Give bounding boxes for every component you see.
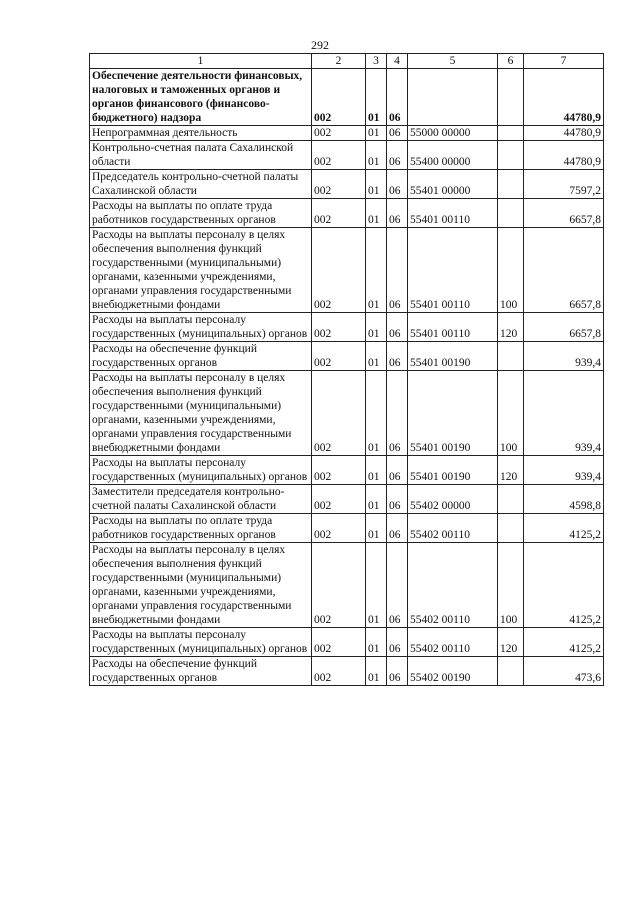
row-admin-code: 002 — [312, 170, 366, 199]
row-subsection-code: 06 — [387, 485, 408, 514]
row-section-code: 01 — [366, 485, 387, 514]
row-target-article: 55401 00110 — [408, 313, 498, 342]
row-admin-code: 002 — [312, 228, 366, 313]
row-expense-type: 120 — [498, 313, 524, 342]
row-subsection-code: 06 — [387, 170, 408, 199]
row-target-article: 55401 00190 — [408, 342, 498, 371]
row-section-code: 01 — [366, 69, 387, 126]
table-row — [90, 141, 604, 170]
table-row — [90, 628, 604, 657]
row-target-article: 55401 00110 — [408, 199, 498, 228]
table-row — [90, 228, 604, 313]
row-section-code: 01 — [366, 126, 387, 141]
row-amount: 6657,8 — [524, 199, 604, 228]
row-name-cell: Председатель контрольно-счетной палаты Сахалинской области — [90, 170, 312, 199]
row-admin-code: 002 — [312, 342, 366, 371]
row-target-article: 55402 00190 — [408, 657, 498, 686]
row-subsection-code: 06 — [387, 228, 408, 313]
row-admin-code: 002 — [312, 657, 366, 686]
row-amount: 6657,8 — [524, 228, 604, 313]
row-subsection-code: 06 — [387, 313, 408, 342]
row-name-cell: Расходы на выплаты по оплате труда работников государственных органов — [90, 514, 312, 543]
budget-table — [89, 53, 604, 686]
row-expense-type — [498, 514, 524, 543]
row-target-article: 55402 00110 — [408, 628, 498, 657]
row-amount: 4598,8 — [524, 485, 604, 514]
row-subsection-code: 06 — [387, 456, 408, 485]
row-subsection-code: 06 — [387, 543, 408, 628]
row-subsection-code: 06 — [387, 141, 408, 170]
row-admin-code: 002 — [312, 141, 366, 170]
row-admin-code: 002 — [312, 199, 366, 228]
row-expense-type — [498, 69, 524, 126]
row-admin-code: 002 — [312, 69, 366, 126]
table-row — [90, 126, 604, 141]
row-subsection-code: 06 — [387, 371, 408, 456]
row-admin-code: 002 — [312, 543, 366, 628]
row-admin-code: 002 — [312, 371, 366, 456]
row-target-article: 55402 00110 — [408, 543, 498, 628]
table-row — [90, 342, 604, 371]
row-admin-code: 002 — [312, 485, 366, 514]
row-target-article — [408, 69, 498, 126]
row-subsection-code: 06 — [387, 514, 408, 543]
col-header-7: 7 — [524, 54, 604, 69]
row-expense-type — [498, 199, 524, 228]
row-section-code: 01 — [366, 628, 387, 657]
row-subsection-code: 06 — [387, 199, 408, 228]
row-name-cell: Расходы на выплаты персоналу государственных (муниципальных) органов — [90, 456, 312, 485]
table-row — [90, 371, 604, 456]
row-amount: 44780,9 — [524, 69, 604, 126]
row-name-cell: Заместители председателя контрольно-счетной палаты Сахалинской области — [90, 485, 312, 514]
col-header-5: 5 — [408, 54, 498, 69]
col-header-1: 1 — [90, 54, 312, 69]
row-admin-code: 002 — [312, 313, 366, 342]
table-row — [90, 514, 604, 543]
row-admin-code: 002 — [312, 456, 366, 485]
row-section-code: 01 — [366, 141, 387, 170]
row-section-code: 01 — [366, 342, 387, 371]
row-admin-code: 002 — [312, 126, 366, 141]
row-amount: 6657,8 — [524, 313, 604, 342]
row-target-article: 55402 00110 — [408, 514, 498, 543]
row-section-code: 01 — [366, 313, 387, 342]
row-name-cell: Непрограммная деятельность — [90, 126, 312, 141]
row-expense-type — [498, 485, 524, 514]
row-target-article: 55400 00000 — [408, 141, 498, 170]
row-name-cell: Обеспечение деятельности финансовых, налоговых и таможенных органов и органов финансового (финансово-бюджетного) надзора — [90, 69, 312, 126]
row-target-article: 55401 00000 — [408, 170, 498, 199]
row-expense-type: 100 — [498, 371, 524, 456]
col-header-2: 2 — [312, 54, 366, 69]
row-subsection-code: 06 — [387, 342, 408, 371]
row-expense-type: 100 — [498, 228, 524, 313]
row-amount: 7597,2 — [524, 170, 604, 199]
table-row — [90, 69, 604, 126]
row-target-article: 55401 00190 — [408, 371, 498, 456]
row-amount: 4125,2 — [524, 514, 604, 543]
table-row — [90, 543, 604, 628]
row-name-cell: Расходы на выплаты по оплате труда работников государственных органов — [90, 199, 312, 228]
row-subsection-code: 06 — [387, 126, 408, 141]
header-row — [90, 54, 604, 69]
row-expense-type — [498, 657, 524, 686]
row-expense-type — [498, 141, 524, 170]
row-amount: 939,4 — [524, 456, 604, 485]
row-name-cell: Расходы на выплаты персоналу в целях обеспечения выполнения функций государственными (муниципальными) органами, казенными учреждениями, органами управления государственными внебюджетными фондами — [90, 228, 312, 313]
row-section-code: 01 — [366, 199, 387, 228]
row-section-code: 01 — [366, 514, 387, 543]
row-expense-type: 120 — [498, 628, 524, 657]
table-row — [90, 313, 604, 342]
row-target-article: 55402 00000 — [408, 485, 498, 514]
row-subsection-code: 06 — [387, 657, 408, 686]
row-section-code: 01 — [366, 228, 387, 313]
col-header-4: 4 — [387, 54, 408, 69]
row-section-code: 01 — [366, 543, 387, 628]
page-number: 292 — [311, 38, 329, 52]
row-target-article: 55000 00000 — [408, 126, 498, 141]
row-target-article: 55401 00190 — [408, 456, 498, 485]
row-amount: 939,4 — [524, 342, 604, 371]
row-amount: 939,4 — [524, 371, 604, 456]
row-name-cell: Расходы на обеспечение функций государственных органов — [90, 657, 312, 686]
row-section-code: 01 — [366, 170, 387, 199]
row-amount: 44780,9 — [524, 141, 604, 170]
row-name-cell: Расходы на обеспечение функций государственных органов — [90, 342, 312, 371]
table-row — [90, 170, 604, 199]
row-subsection-code: 06 — [387, 69, 408, 126]
row-name-cell: Расходы на выплаты персоналу в целях обеспечения выполнения функций государственными (муниципальными) органами, казенными учреждениями, органами управления государственными внебюджетными фондами — [90, 543, 312, 628]
row-name-cell: Контрольно-счетная палата Сахалинской области — [90, 141, 312, 170]
row-expense-type: 100 — [498, 543, 524, 628]
row-amount: 473,6 — [524, 657, 604, 686]
row-admin-code: 002 — [312, 514, 366, 543]
row-name-cell: Расходы на выплаты персоналу государственных (муниципальных) органов — [90, 628, 312, 657]
row-amount: 4125,2 — [524, 628, 604, 657]
col-header-3: 3 — [366, 54, 387, 69]
row-expense-type: 120 — [498, 456, 524, 485]
row-name-cell: Расходы на выплаты персоналу в целях обеспечения выполнения функций государственными (муниципальными) органами, казенными учреждениями, органами управления государственными внебюджетными фондами — [90, 371, 312, 456]
row-expense-type — [498, 170, 524, 199]
table-row — [90, 485, 604, 514]
table-row — [90, 657, 604, 686]
row-section-code: 01 — [366, 371, 387, 456]
row-section-code: 01 — [366, 456, 387, 485]
row-expense-type — [498, 126, 524, 141]
row-amount: 4125,2 — [524, 543, 604, 628]
row-amount: 44780,9 — [524, 126, 604, 141]
row-target-article: 55401 00110 — [408, 228, 498, 313]
col-header-6: 6 — [498, 54, 524, 69]
row-expense-type — [498, 342, 524, 371]
row-name-cell: Расходы на выплаты персоналу государственных (муниципальных) органов — [90, 313, 312, 342]
table-row — [90, 199, 604, 228]
row-admin-code: 002 — [312, 628, 366, 657]
row-section-code: 01 — [366, 657, 387, 686]
row-subsection-code: 06 — [387, 628, 408, 657]
table-row — [90, 456, 604, 485]
